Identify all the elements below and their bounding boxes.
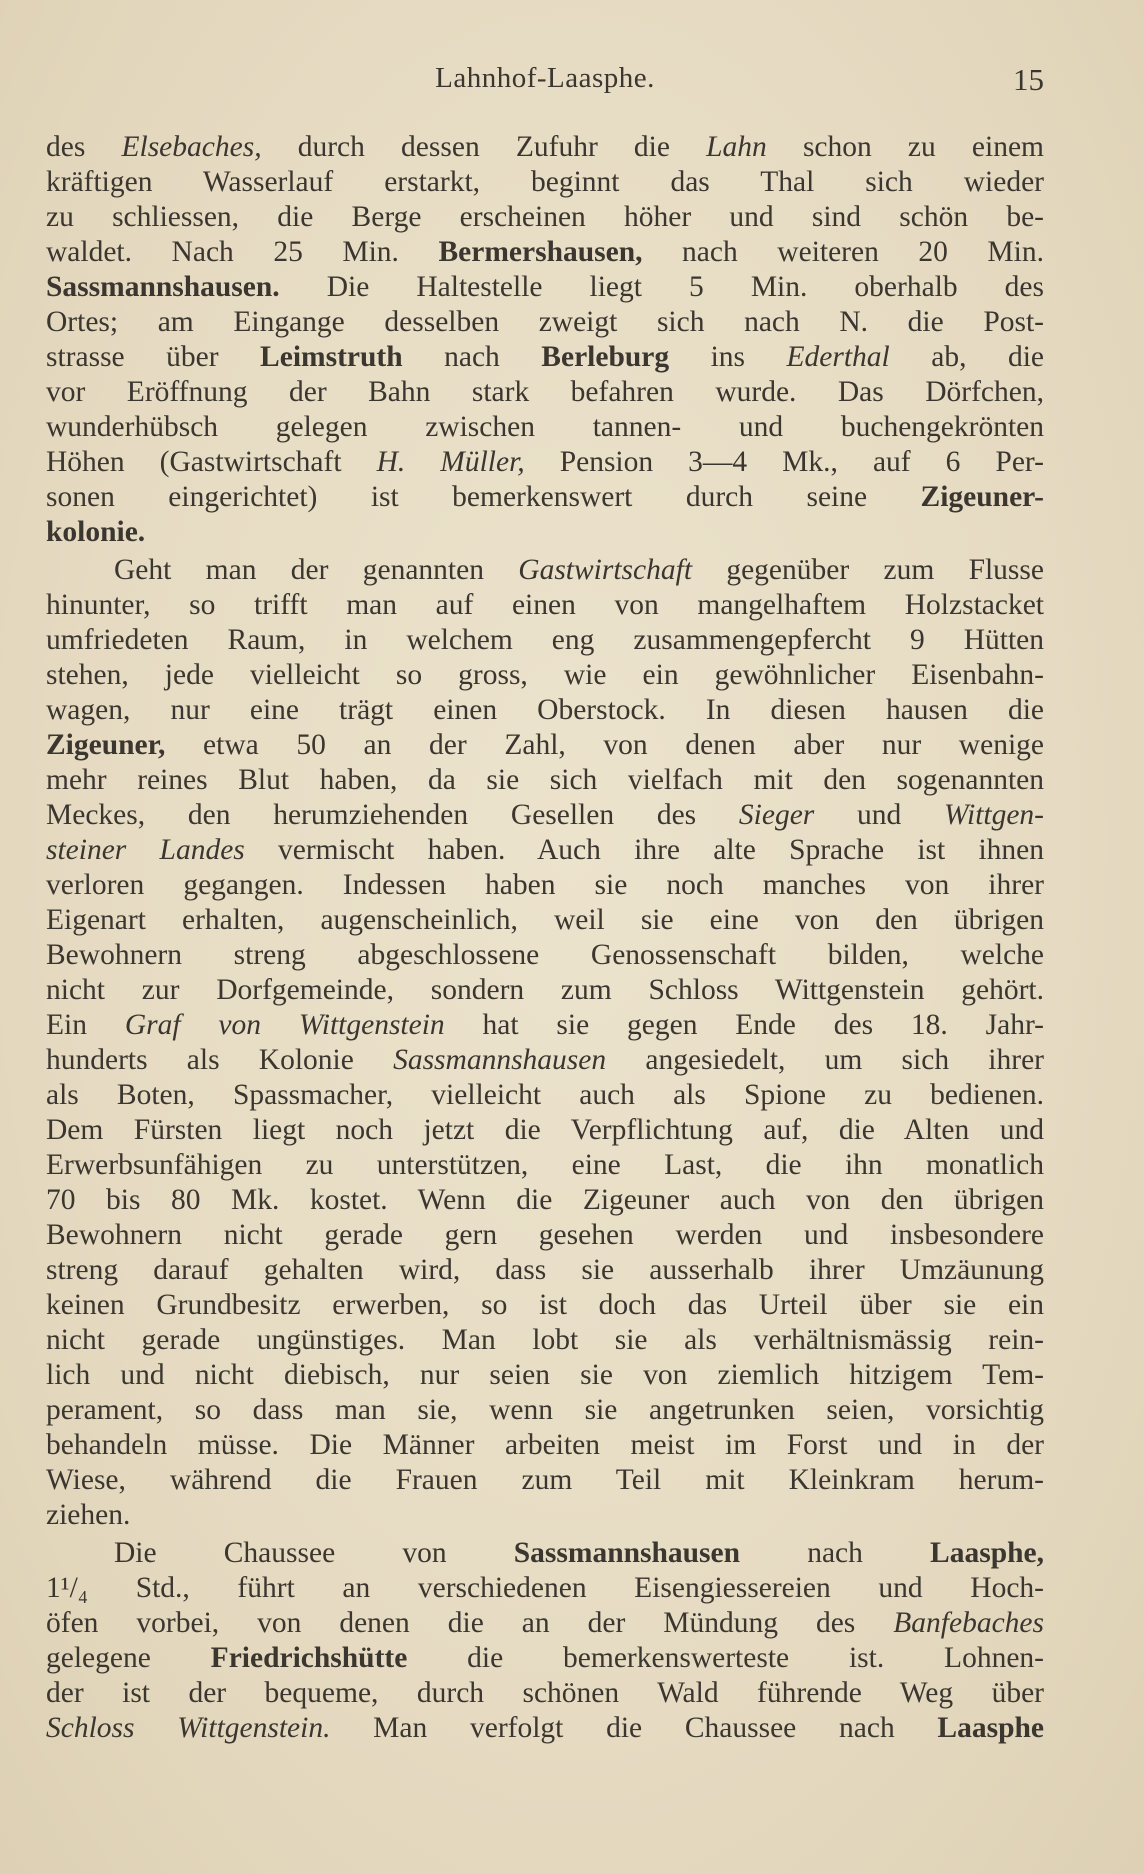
text-run: nicht gerade ungünstiges. Man lobt sie als verhältnismässig rein-	[46, 1324, 1044, 1356]
text-run: ins	[669, 341, 787, 373]
text-line	[46, 480, 1044, 515]
text-line	[46, 375, 1044, 410]
text-run: und	[814, 799, 945, 831]
text-line	[46, 1043, 1044, 1078]
italic-text: Schloss Wittgenstein.	[46, 1712, 331, 1744]
text-line	[46, 1218, 1044, 1253]
text-line	[46, 1393, 1044, 1428]
text-line	[46, 763, 1044, 798]
text-line	[46, 868, 1044, 903]
text-line	[46, 1288, 1044, 1323]
text-run: als Boten, Spassmacher, vielleicht auch als Spione zu bedienen.	[46, 1079, 1044, 1111]
text-line	[46, 973, 1044, 1008]
text-run: ziehen.	[46, 1499, 131, 1531]
text-line	[46, 693, 1044, 728]
italic-text: H. Müller,	[376, 446, 525, 478]
text-run: Bewohnern nicht gerade gern gesehen werden und insbesondere	[46, 1219, 1044, 1251]
text-run: Geht man der genannten	[114, 554, 519, 586]
text-run: zu schliessen, die Berge erscheinen höher und sind schön be-	[46, 201, 1044, 233]
italic-text: steiner Landes	[46, 834, 245, 866]
bold-text: Leimstruth	[260, 341, 403, 373]
text-line	[46, 623, 1044, 658]
text-line	[46, 553, 1044, 588]
text-line	[46, 445, 1044, 480]
text-run: Ein	[46, 1009, 125, 1041]
paragraph	[46, 553, 1044, 1533]
text-line	[46, 938, 1044, 973]
text-run: ab, die	[889, 341, 1044, 373]
text-line	[46, 798, 1044, 833]
text-line	[46, 410, 1044, 445]
text-run: Dem Fürsten liegt noch jetzt die Verpflichtung auf, die Alten und	[46, 1114, 1044, 1146]
text-run: umfriedeten Raum, in welchem eng zusammengepfercht 9 Hütten	[46, 624, 1044, 656]
text-run: sonen eingerichtet) ist bemerkenswert durch seine	[46, 481, 921, 513]
text-line	[46, 200, 1044, 235]
text-run: mehr reines Blut haben, da sie sich vielfach mit den sogenannten	[46, 764, 1044, 796]
italic-text: Gastwirtschaft	[518, 554, 693, 586]
text-run: der ist der bequeme, durch schönen Wald führende Weg über	[46, 1677, 1044, 1709]
text-run: wagen, nur eine trägt einen Oberstock. In diesen hausen die	[46, 694, 1044, 726]
bold-text: Sassmannshausen.	[46, 271, 280, 303]
text-line	[46, 1536, 1044, 1571]
text-line	[46, 1676, 1044, 1711]
italic-text: Sassmannshausen	[393, 1044, 607, 1076]
text-line	[46, 305, 1044, 340]
text-run: nach	[402, 341, 542, 373]
text-line	[46, 1711, 1044, 1746]
italic-text: Wittgen-	[944, 799, 1044, 831]
text-line	[46, 515, 1044, 550]
text-run: Eigenart erhalten, augenscheinlich, weil sie eine von den übrigen	[46, 904, 1044, 936]
text-run: 1¹/₄ Std., führt an verschiedenen Eisengiessereien und Hoch-	[46, 1572, 1044, 1604]
paragraph	[46, 130, 1044, 550]
text-run: Pension 3—4 Mk., auf 6 Per-	[524, 446, 1044, 478]
text-run: schon zu einem	[766, 131, 1045, 163]
text-line	[46, 1078, 1044, 1113]
bold-text: Sassmannshausen	[513, 1537, 741, 1569]
text-run: Die Chaussee von	[114, 1537, 514, 1569]
italic-text: Lahn	[706, 131, 767, 163]
text-run: durch dessen Zufuhr die	[261, 131, 707, 163]
bold-text: Laasphe	[937, 1712, 1044, 1744]
text-line	[46, 340, 1044, 375]
text-run: hat sie gegen Ende des 18. Jahr-	[444, 1009, 1044, 1041]
bold-text: Zigeuner,	[46, 729, 166, 761]
text-run: des	[46, 131, 122, 163]
text-run: hinunter, so trifft man auf einen von mangelhaftem Holzstacket	[46, 589, 1044, 621]
text-line	[46, 1641, 1044, 1676]
running-title: Lahnhof-Laasphe.	[435, 62, 655, 94]
italic-text: Sieger	[738, 799, 815, 831]
text-line	[46, 1008, 1044, 1043]
text-run: vermischt haben. Auch ihre alte Sprache ist ihnen	[244, 834, 1044, 866]
text-line	[46, 1323, 1044, 1358]
bold-text: Laasphe,	[930, 1537, 1044, 1569]
text-line	[46, 1606, 1044, 1641]
text-line	[46, 728, 1044, 763]
text-run: waldet. Nach 25 Min.	[46, 236, 439, 268]
page-number: 15	[1013, 62, 1044, 97]
text-line	[46, 130, 1044, 165]
text-run: verloren gegangen. Indessen haben sie noch manches von ihrer	[46, 869, 1044, 901]
text-run: gegenüber zum Flusse	[692, 554, 1044, 586]
text-run: nach weiteren 20 Min.	[642, 236, 1044, 268]
text-run: Erwerbsunfähigen zu unterstützen, eine Last, die ihn monatlich	[46, 1149, 1044, 1181]
bold-text: Zigeuner-	[920, 481, 1044, 513]
text-run: öfen vorbei, von denen die an der Mündung des	[46, 1607, 894, 1639]
text-run: hunderts als Kolonie	[46, 1044, 394, 1076]
text-line	[46, 833, 1044, 868]
text-run: perament, so dass man sie, wenn sie angetrunken seien, vorsichtig	[46, 1394, 1044, 1426]
text-run: Meckes, den herumziehenden Gesellen des	[46, 799, 739, 831]
text-run: strasse über	[46, 341, 261, 373]
italic-text: Ederthal	[786, 341, 890, 373]
text-run: Höhen (Gastwirtschaft	[46, 446, 377, 478]
text-run: die bemerkenswerteste ist. Lohnen-	[407, 1642, 1044, 1674]
text-line	[46, 1428, 1044, 1463]
text-run: Ortes; am Eingange desselben zweigt sich nach N. die Post-	[46, 306, 1044, 338]
text-run: Man verfolgt die Chaussee nach	[330, 1712, 938, 1744]
text-run: Die Haltestelle liegt 5 Min. oberhalb des	[279, 271, 1044, 303]
text-line	[46, 1498, 1044, 1533]
italic-text: Elsebaches,	[121, 131, 262, 163]
bold-text: Friedrichshütte	[210, 1642, 408, 1674]
text-line	[46, 165, 1044, 200]
bold-text: kolonie.	[46, 516, 146, 548]
text-run: streng darauf gehalten wird, dass sie ausserhalb ihrer Umzäunung	[46, 1254, 1044, 1286]
text-run: kräftigen Wasserlauf erstarkt, beginnt das Thal sich wieder	[46, 166, 1044, 198]
text-run: angesiedelt, um sich ihrer	[606, 1044, 1044, 1076]
text-run: wunderhübsch gelegen zwischen tannen- und buchengekrönten	[46, 411, 1044, 443]
body-text	[46, 130, 1044, 1746]
text-line	[46, 903, 1044, 938]
bold-text: Bermershausen,	[438, 236, 643, 268]
text-run: gelegene	[46, 1642, 211, 1674]
text-run: stehen, jede vielleicht so gross, wie ein gewöhnlicher Eisenbahn-	[46, 659, 1044, 691]
text-line	[46, 270, 1044, 305]
text-run: etwa 50 an der Zahl, von denen aber nur wenige	[165, 729, 1044, 761]
text-line	[46, 1463, 1044, 1498]
text-line	[46, 1183, 1044, 1218]
text-run: vor Eröffnung der Bahn stark befahren wurde. Das Dörfchen,	[46, 376, 1044, 408]
italic-text: Banfebaches	[893, 1607, 1044, 1639]
text-line	[46, 1571, 1044, 1606]
text-line	[46, 1148, 1044, 1183]
text-line	[46, 658, 1044, 693]
text-run: 70 bis 80 Mk. kostet. Wenn die Zigeuner auch von den übrigen	[46, 1184, 1044, 1216]
text-line	[46, 588, 1044, 623]
text-line	[46, 1358, 1044, 1393]
text-run: behandeln müsse. Die Männer arbeiten meist im Forst und in der	[46, 1429, 1044, 1461]
text-run: nach	[740, 1537, 931, 1569]
text-run: Bewohnern streng abgeschlossene Genossenschaft bilden, welche	[46, 939, 1044, 971]
text-run: Wiese, während die Frauen zum Teil mit Kleinkram herum-	[46, 1464, 1044, 1496]
text-run: lich und nicht diebisch, nur seien sie von ziemlich hitzigem Tem-	[46, 1359, 1044, 1391]
text-run: keinen Grundbesitz erwerben, so ist doch das Urteil über sie ein	[46, 1289, 1044, 1321]
text-line	[46, 235, 1044, 270]
bold-text: Berleburg	[541, 341, 670, 373]
text-line	[46, 1253, 1044, 1288]
italic-text: Graf von Wittgenstein	[124, 1009, 445, 1041]
text-line	[46, 1113, 1044, 1148]
text-run: nicht zur Dorfgemeinde, sondern zum Schloss Wittgenstein gehört.	[46, 974, 1044, 1006]
page-header	[46, 62, 1044, 102]
paragraph	[46, 1536, 1044, 1746]
